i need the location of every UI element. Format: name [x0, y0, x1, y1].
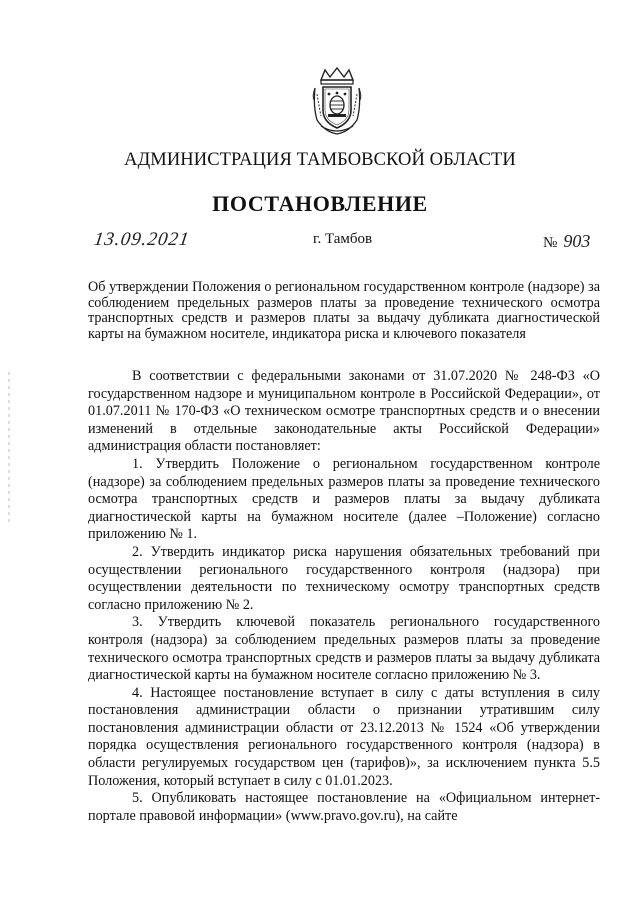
- document-date: 13.09.2021: [92, 229, 192, 250]
- body-paragraph-item-5: 5. Опубликовать настоящее постановление на «Официальном интернет-портале правовой информации» (www.pravo.gov.ru), на сайте: [88, 790, 600, 824]
- document-meta-row: [0, 229, 640, 253]
- body-paragraph-item-4: 4. Настоящее постановление вступает в силу с даты вступления в силу постановления администрации области о признании утратившим силу постановления администрации области от 23.12.2013 № 1524 «Об утверждении порядка осуществления регионального государственного контроля (надзора) в области регулируемых государством цен (тарифов)», за исключением пункта 5.5 Положения, который вступает в силу с 01.01.2023.: [88, 684, 600, 789]
- body-paragraph-item-1: 1. Утвердить Положение о региональном государственном контроле (надзоре) за соблюдением предельных размеров платы за проведение технического осмотра транспортных средств и размеров платы за выдачу дубликата диагностической карты на бумажном носителе (далее –Положение) согласно приложению № 1.: [88, 455, 600, 543]
- document-subject: Об утверждении Положения о региональном государственном контроле (надзоре) за соблюдением предельных размеров платы за проведение технического осмотра транспортных средств и размеров платы за выдачу дубликата диагностической карты на бумажном носителе, индикатора риска и ключевого показателя: [88, 279, 600, 342]
- document-number-label: №: [543, 235, 558, 251]
- organization-name: АДМИНИСТРАЦИЯ ТАМБОВСКОЙ ОБЛАСТИ: [124, 150, 516, 170]
- document-city: г. Тамбов: [313, 231, 373, 247]
- body-paragraph-preamble: В соответствии с федеральными законами от 31.07.2020 № 248-ФЗ «О государственном надзоре и муниципальном контроле в Российской Федерации», от 01.07.2011 № 170-ФЗ «О техническом осмотре транспортных средств и о внесении изменений в отдельные законодательные акты Российской Федерации» администрация области постановляет:: [88, 368, 600, 455]
- body-paragraph-item-3: 3. Утвердить ключевой показатель регионального государственного контроля (надзора) за соблюдением предельных размеров платы за проведение технического осмотра транспортных средств и размеров платы за выдачу дубликата диагностической карты на бумажном носителе согласно приложению № 3.: [88, 614, 600, 684]
- body-paragraph-item-2: 2. Утвердить индикатор риска нарушения обязательных требований при осуществлении регионального государственного контроля (надзора) при осуществлении деятельности по техническому осмотру транспортных средств согласно приложению № 2.: [88, 543, 600, 613]
- document-number-value: 903: [563, 231, 591, 251]
- coat-of-arms-icon: [311, 66, 363, 136]
- document-type-title: ПОСТАНОВЛЕНИЕ: [212, 191, 428, 216]
- scan-margin-mark: [6, 372, 12, 522]
- document-number: [543, 231, 590, 252]
- document-body: [88, 368, 600, 825]
